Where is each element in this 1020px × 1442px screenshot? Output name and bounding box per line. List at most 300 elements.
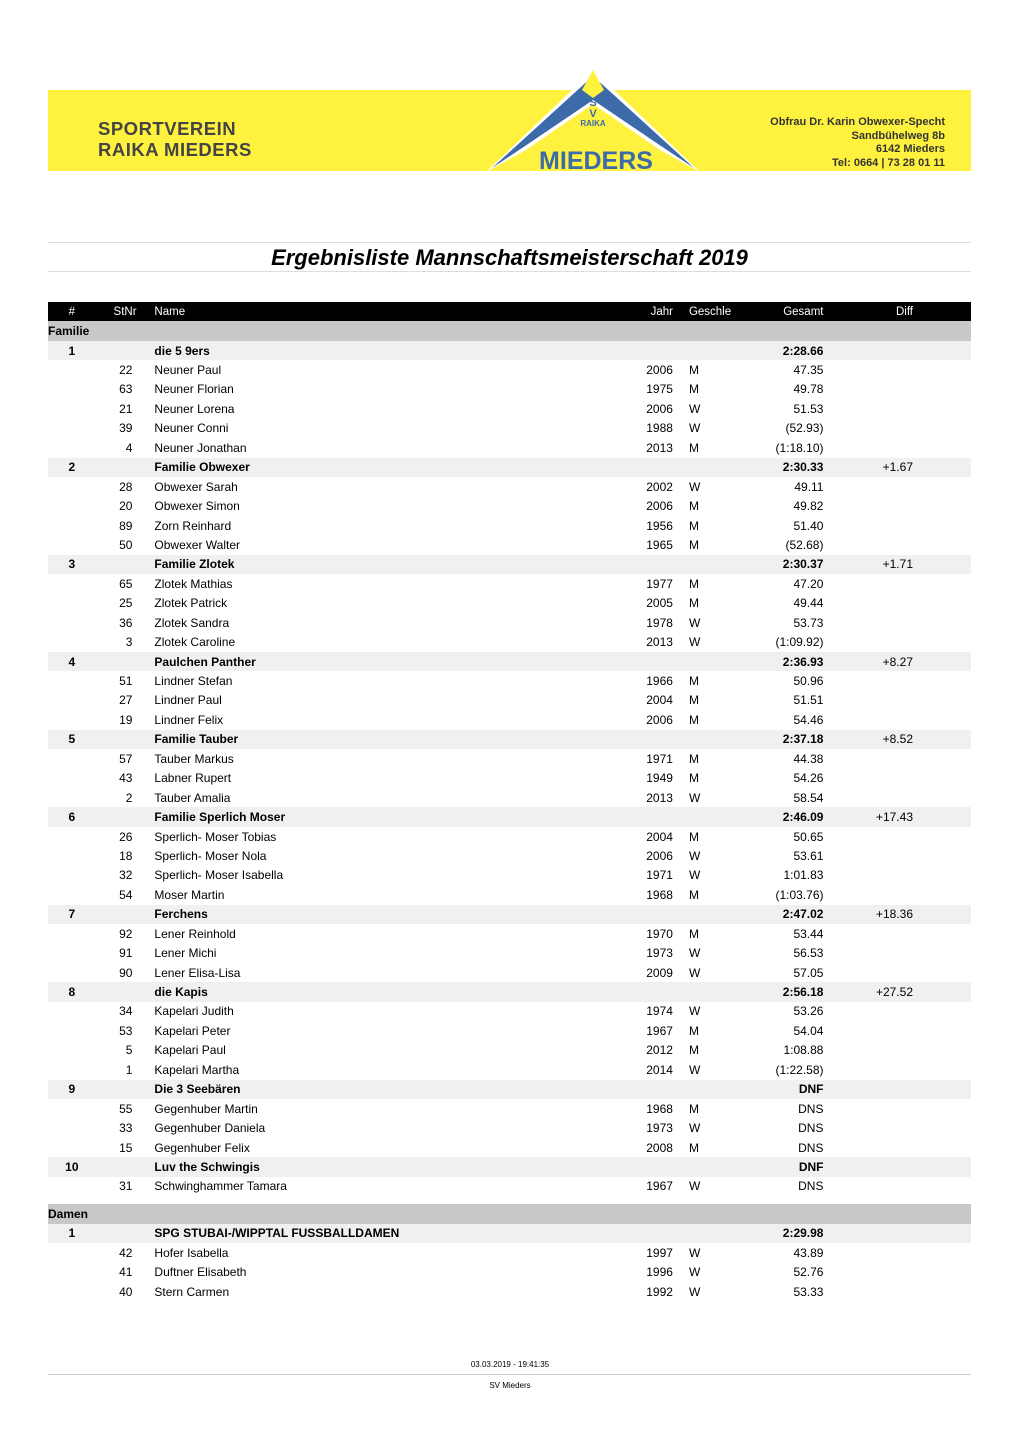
team-rank: 9 (48, 1080, 96, 1099)
team-stnr (96, 1224, 155, 1243)
category-name: Damen (48, 1204, 971, 1223)
member-diff (823, 477, 971, 496)
member-year: 1974 (646, 1004, 673, 1019)
footer-timestamp: 03.03.2019 - 19:41:35 (470, 1360, 550, 1369)
member-rank (48, 1060, 96, 1079)
team-rank: 6 (48, 807, 96, 826)
member-gender: W (688, 848, 701, 863)
member-stnr: 42 (119, 1245, 133, 1260)
member-time: 53.73 (793, 615, 824, 630)
member-diff (823, 1177, 971, 1196)
member-gender: M (688, 674, 699, 689)
member-stnr: 2 (125, 790, 133, 805)
member-diff (823, 535, 971, 554)
member-rank (48, 380, 96, 399)
member-gender: M (688, 518, 699, 533)
member-row (48, 866, 971, 885)
team-name: Familie Sperlich Moser (154, 807, 632, 826)
team-name: Ferchens (154, 905, 632, 924)
member-time: 51.53 (793, 401, 824, 416)
member-stnr: 32 (119, 868, 133, 883)
member-gender: M (688, 1023, 699, 1038)
member-stnr: 25 (119, 596, 133, 611)
member-name: Kapelari Paul (154, 1043, 226, 1058)
member-year: 1973 (646, 1121, 673, 1136)
member-name: Schwinghammer Tamara (154, 1179, 287, 1194)
member-time: 47.20 (793, 576, 824, 591)
member-row (48, 477, 971, 496)
member-gender: M (688, 382, 699, 397)
member-diff (823, 1021, 971, 1040)
member-year: 2012 (646, 1043, 673, 1058)
member-year: 1997 (646, 1245, 673, 1260)
member-row (48, 1138, 971, 1157)
category-spacer (48, 1196, 971, 1204)
member-rank (48, 691, 96, 710)
member-rank (48, 496, 96, 515)
member-time: 44.38 (793, 751, 824, 766)
member-diff (823, 943, 971, 962)
member-row (48, 1041, 971, 1060)
team-year (632, 905, 689, 924)
member-rank (48, 749, 96, 768)
member-stnr: 55 (119, 1101, 133, 1116)
member-diff (823, 749, 971, 768)
team-diff: +27.52 (823, 982, 971, 1001)
member-diff (823, 380, 971, 399)
member-time: 54.26 (793, 771, 824, 786)
member-year: 1968 (646, 1101, 673, 1116)
member-name: Obwexer Walter (154, 537, 240, 552)
member-row (48, 1021, 971, 1040)
member-diff (823, 769, 971, 788)
member-diff (823, 827, 971, 846)
member-name: Lener Reinhold (154, 926, 236, 941)
member-time: 1:01.83 (783, 868, 824, 883)
member-name: Duftner Elisabeth (154, 1265, 247, 1280)
member-row (48, 943, 971, 962)
member-year: 1971 (646, 868, 673, 883)
member-diff (823, 419, 971, 438)
team-stnr (96, 341, 155, 360)
member-rank (48, 438, 96, 457)
member-year: 1965 (646, 537, 673, 552)
member-stnr: 36 (119, 615, 133, 630)
member-time: 54.46 (793, 712, 824, 727)
member-rank (48, 885, 96, 904)
club-name-line2: RAIKA MIEDERS (98, 139, 252, 160)
member-diff (823, 1118, 971, 1137)
team-name: Die 3 Seebären (154, 1080, 632, 1099)
team-stnr (96, 1080, 155, 1099)
team-year (632, 555, 689, 574)
member-stnr: 1 (125, 1062, 133, 1077)
team-name: Luv the Schwingis (154, 1157, 632, 1176)
member-row (48, 1002, 971, 1021)
member-row (48, 1282, 971, 1301)
member-year: 2013 (646, 635, 673, 650)
member-time: 43.89 (793, 1245, 824, 1260)
team-gender (689, 807, 745, 826)
member-name: Zorn Reinhard (154, 518, 232, 533)
member-gender: W (688, 1004, 701, 1019)
member-gender: W (688, 790, 701, 805)
member-row (48, 788, 971, 807)
results-body (48, 321, 971, 1301)
team-year (632, 652, 689, 671)
member-time: DNS (798, 1140, 824, 1155)
team-rank: 2 (48, 458, 96, 477)
member-diff (823, 866, 971, 885)
team-total: 2:37.18 (745, 730, 824, 749)
member-name: Gegenhuber Daniela (154, 1121, 266, 1136)
member-year: 1968 (646, 887, 673, 902)
team-total: 2:36.93 (745, 652, 824, 671)
member-gender: M (688, 440, 699, 455)
team-year (632, 730, 689, 749)
team-rank: 10 (48, 1157, 96, 1176)
team-row (48, 1157, 971, 1176)
member-time: (1:22.58) (775, 1062, 824, 1077)
member-stnr: 65 (119, 576, 133, 591)
member-name: Neuner Conni (154, 421, 229, 436)
team-rank: 5 (48, 730, 96, 749)
team-row (48, 652, 971, 671)
team-total: DNF (745, 1157, 824, 1176)
member-row (48, 846, 971, 865)
member-rank (48, 1138, 96, 1157)
member-name: Gegenhuber Felix (154, 1140, 250, 1155)
member-row (48, 380, 971, 399)
member-row (48, 963, 971, 982)
team-row (48, 555, 971, 574)
member-row (48, 613, 971, 632)
team-row (48, 982, 971, 1001)
member-time: 49.82 (793, 499, 824, 514)
contact-line: Tel: 0664 | 73 28 01 11 (832, 156, 945, 169)
member-stnr: 26 (119, 829, 133, 844)
member-row (48, 1060, 971, 1079)
contact-line: Obfrau Dr. Karin Obwexer-Specht (770, 116, 945, 128)
member-row (48, 399, 971, 418)
member-diff (823, 360, 971, 379)
member-rank (48, 788, 96, 807)
team-total: 2:56.18 (745, 982, 824, 1001)
member-gender: M (688, 771, 699, 786)
member-rank (48, 769, 96, 788)
team-gender (689, 1157, 745, 1176)
member-time: 51.40 (793, 518, 824, 533)
member-name: Lener Michi (154, 946, 217, 961)
member-diff (823, 885, 971, 904)
member-gender: M (688, 887, 699, 902)
team-stnr (96, 905, 155, 924)
member-diff (823, 1282, 971, 1301)
team-gender (689, 341, 745, 360)
team-year (632, 1157, 689, 1176)
member-rank (48, 1118, 96, 1137)
team-row (48, 1080, 971, 1099)
member-name: Obwexer Sarah (154, 479, 238, 494)
contact-block (720, 116, 945, 170)
member-name: Kapelari Judith (154, 1004, 234, 1019)
member-year: 1977 (646, 576, 673, 591)
member-time: (1:03.76) (775, 887, 824, 902)
team-rank: 1 (48, 341, 96, 360)
member-gender: W (688, 1284, 701, 1299)
team-name: Familie Tauber (154, 730, 632, 749)
member-stnr: 5 (125, 1043, 133, 1058)
member-stnr: 41 (119, 1265, 133, 1280)
member-time: 54.04 (793, 1023, 824, 1038)
team-row (48, 458, 971, 477)
member-name: Zlotek Sandra (154, 615, 230, 630)
member-gender: M (688, 576, 699, 591)
member-gender: M (688, 751, 699, 766)
member-diff (823, 594, 971, 613)
member-row (48, 574, 971, 593)
member-row (48, 1118, 971, 1137)
member-row (48, 1099, 971, 1118)
member-stnr: 3 (125, 635, 133, 650)
member-rank (48, 943, 96, 962)
club-name-line1: SPORTVEREIN (98, 118, 237, 139)
member-gender: M (688, 596, 699, 611)
member-stnr: 54 (119, 887, 133, 902)
member-rank (48, 1282, 96, 1301)
member-stnr: 53 (119, 1023, 133, 1038)
team-row (48, 807, 971, 826)
team-gender (689, 652, 745, 671)
member-gender: W (688, 1265, 701, 1280)
member-diff (823, 516, 971, 535)
member-time: 49.44 (793, 596, 824, 611)
team-gender (689, 1224, 745, 1243)
member-gender: M (688, 537, 699, 552)
member-rank (48, 1262, 96, 1281)
team-rank: 8 (48, 982, 96, 1001)
member-diff (823, 399, 971, 418)
team-name: Familie Obwexer (154, 458, 632, 477)
member-row (48, 1177, 971, 1196)
logo-sv-v: V (589, 108, 597, 120)
member-gender: W (688, 479, 701, 494)
table-header-row (48, 302, 971, 321)
member-rank (48, 846, 96, 865)
member-gender: W (688, 1245, 701, 1260)
member-diff (823, 632, 971, 651)
team-total: 2:28.66 (745, 341, 824, 360)
member-time: 50.96 (793, 674, 824, 689)
member-stnr: 20 (119, 499, 133, 514)
team-diff: +18.36 (823, 905, 971, 924)
category-row (48, 321, 971, 340)
member-row (48, 827, 971, 846)
member-diff (823, 438, 971, 457)
results-table (48, 302, 971, 1301)
member-stnr: 4 (125, 440, 133, 455)
member-rank (48, 710, 96, 729)
member-gender: M (688, 1043, 699, 1058)
member-name: Zlotek Mathias (154, 576, 233, 591)
member-name: Zlotek Caroline (154, 635, 236, 650)
member-name: Sperlich- Moser Isabella (154, 868, 284, 883)
member-year: 1966 (646, 674, 673, 689)
member-rank (48, 866, 96, 885)
team-gender (689, 458, 745, 477)
member-year: 1975 (646, 382, 673, 397)
team-name: die 5 9ers (154, 341, 632, 360)
col-header-jahr: Jahr (632, 302, 689, 321)
member-row (48, 671, 971, 690)
member-name: Tauber Markus (154, 751, 234, 766)
category-name: Familie (48, 321, 971, 340)
team-stnr (96, 730, 155, 749)
team-rank: 7 (48, 905, 96, 924)
member-rank (48, 924, 96, 943)
member-name: Kapelari Martha (154, 1062, 240, 1077)
team-year (632, 1224, 689, 1243)
member-time: 50.65 (793, 829, 824, 844)
member-gender: W (688, 1062, 701, 1077)
member-gender: W (688, 965, 701, 980)
member-gender: W (688, 615, 701, 630)
footer-organizer: SV Mieders (489, 1381, 531, 1390)
team-total: 2:30.37 (745, 555, 824, 574)
member-time: 56.53 (793, 946, 824, 961)
member-year: 2013 (646, 790, 673, 805)
member-stnr: 18 (119, 848, 133, 863)
member-gender: W (688, 946, 701, 961)
member-rank (48, 594, 96, 613)
member-row (48, 1262, 971, 1281)
club-name (98, 118, 252, 160)
member-row (48, 594, 971, 613)
member-year: 2008 (646, 1140, 673, 1155)
member-diff (823, 1002, 971, 1021)
member-year: 1978 (646, 615, 673, 630)
member-stnr: 27 (119, 693, 133, 708)
page-title: Ergebnisliste Mannschaftsmeisterschaft 2019 (271, 245, 748, 270)
team-diff: +1.71 (823, 555, 971, 574)
team-year (632, 1080, 689, 1099)
title-bar (48, 242, 971, 272)
member-name: Neuner Florian (154, 382, 234, 397)
member-time: 53.33 (793, 1284, 824, 1299)
member-stnr: 34 (119, 1004, 133, 1019)
team-total: 2:30.33 (745, 458, 824, 477)
team-diff (823, 1080, 971, 1099)
member-time: 57.05 (793, 965, 824, 980)
member-row (48, 885, 971, 904)
member-diff (823, 788, 971, 807)
member-gender: W (688, 421, 701, 436)
member-rank (48, 574, 96, 593)
member-name: Lener Elisa-Lisa (154, 965, 241, 980)
member-rank (48, 360, 96, 379)
member-rank (48, 1021, 96, 1040)
member-year: 1992 (646, 1284, 673, 1299)
team-total: 2:46.09 (745, 807, 824, 826)
member-diff (823, 496, 971, 515)
member-row (48, 749, 971, 768)
member-rank (48, 419, 96, 438)
member-time: DNS (798, 1101, 824, 1116)
team-diff (823, 1157, 971, 1176)
col-header-geschlecht: Geschle (689, 302, 745, 321)
team-year (632, 341, 689, 360)
member-row (48, 360, 971, 379)
member-time: 1:08.88 (783, 1043, 824, 1058)
member-rank (48, 1099, 96, 1118)
member-year: 2006 (646, 848, 673, 863)
member-year: 1956 (646, 518, 673, 533)
team-gender (689, 1080, 745, 1099)
member-time: 52.76 (793, 1265, 824, 1280)
team-stnr (96, 555, 155, 574)
member-stnr: 43 (119, 771, 133, 786)
col-header-gesamt: Gesamt (745, 302, 824, 321)
member-time: 53.44 (793, 926, 824, 941)
member-year: 1973 (646, 946, 673, 961)
member-year: 2002 (646, 479, 673, 494)
member-rank (48, 1002, 96, 1021)
member-stnr: 63 (119, 382, 133, 397)
member-stnr: 22 (119, 363, 133, 378)
team-diff: +8.27 (823, 652, 971, 671)
member-year: 1967 (646, 1179, 673, 1194)
member-year: 2006 (646, 712, 673, 727)
team-name: SPG STUBAI-/WIPPTAL FUSSBALLDAMEN (154, 1224, 632, 1243)
team-gender (689, 730, 745, 749)
team-stnr (96, 652, 155, 671)
team-diff (823, 341, 971, 360)
member-diff (823, 1041, 971, 1060)
member-diff (823, 710, 971, 729)
member-stnr: 40 (119, 1284, 133, 1299)
footer-divider (48, 1374, 971, 1375)
club-logo (486, 68, 700, 176)
member-row (48, 516, 971, 535)
team-gender (689, 555, 745, 574)
member-time: 58.54 (793, 790, 824, 805)
member-gender: W (688, 868, 701, 883)
team-rank: 3 (48, 555, 96, 574)
team-stnr (96, 458, 155, 477)
member-stnr: 90 (119, 965, 133, 980)
team-year (632, 458, 689, 477)
team-name: Paulchen Panther (154, 652, 632, 671)
team-stnr (96, 807, 155, 826)
member-name: Labner Rupert (154, 771, 232, 786)
member-time: 53.26 (793, 1004, 824, 1019)
member-diff (823, 963, 971, 982)
member-name: Lindner Paul (154, 693, 222, 708)
member-time: (52.93) (785, 421, 824, 436)
team-stnr (96, 982, 155, 1001)
member-time: (52.68) (785, 537, 824, 552)
member-row (48, 1243, 971, 1262)
member-diff (823, 574, 971, 593)
member-name: Hofer Isabella (154, 1245, 229, 1260)
member-row (48, 419, 971, 438)
team-rank: 1 (48, 1224, 96, 1243)
contact-line: Sandbühelweg 8b (851, 129, 945, 142)
team-stnr (96, 1157, 155, 1176)
member-stnr: 31 (119, 1179, 133, 1194)
member-stnr: 89 (119, 518, 133, 533)
member-rank (48, 1041, 96, 1060)
